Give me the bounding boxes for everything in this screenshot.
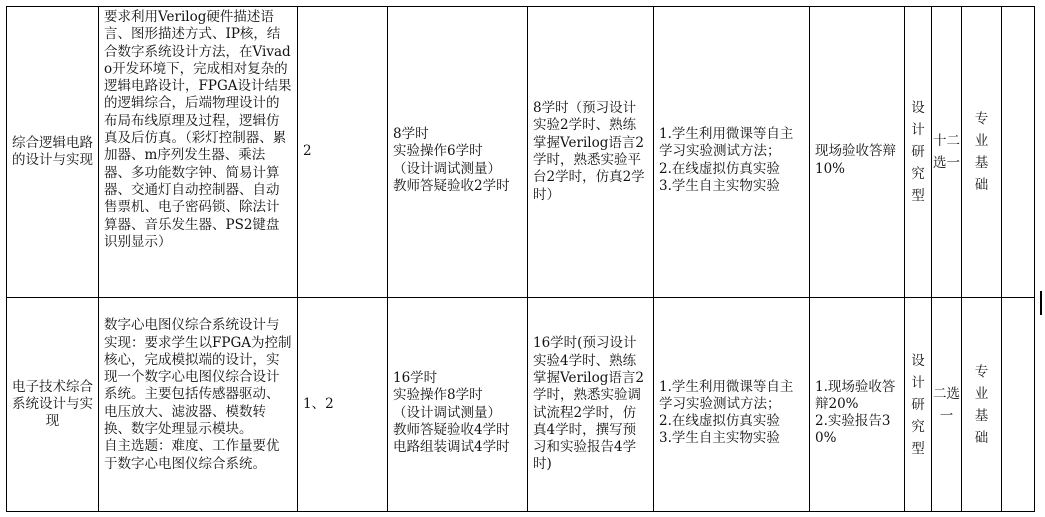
objective-cell xyxy=(298,298,388,512)
experiment-content: 要求利用Verilog硬件描述语言、图形描述方式、IP核，结合数字系统设计方法，在Vivado开发环境下，完成相对复杂的逻辑电路设计，FPGA设计结果的逻辑综合，后端物理设计的布局布线原理及过程，逻辑仿真及后仿真。（彩灯控制器、累加器、m序列发生器、乘法器、多功能数字钟、简易计算器、交通灯自动控制器、自动售票机、电子密码锁、除法计算器、音乐发生器、PS2键盘识别显示） xyxy=(104,9,292,250)
course-experiment-table xyxy=(6,6,1035,512)
empty-cell xyxy=(1002,7,1035,298)
edge-marker xyxy=(1040,291,1042,315)
experiment-name-cell xyxy=(7,298,99,512)
experiment-name: 综合逻辑电路的设计与实现 xyxy=(12,134,93,168)
experiment-content: 数字心电图仪综合系统设计与实现：要求学生以FPGA为控制核心，完成模拟端的设计，实现一个数字心电图仪综合设计系统。主要包括传感器驱动、电压放大、滤波器、模数转换、数字处理显示模块。 自主选题：难度、工作量要优于数字心电图仪综合系统。 xyxy=(104,317,292,472)
class-hours: 8学时 实验操作6学时 （设计调试测量） 教师答疑验收2学时 xyxy=(393,126,510,194)
objective: 1、2 xyxy=(303,395,334,412)
assessment-cell xyxy=(810,298,905,512)
teaching-method-cell xyxy=(654,7,810,298)
experiment-type: 设计研究型 xyxy=(911,100,925,204)
experiment-name: 电子技术综合系统设计与实现 xyxy=(12,378,93,430)
class-hours-cell xyxy=(388,7,528,298)
experiment-type: 设计研究型 xyxy=(911,352,925,457)
self-study-hours-cell xyxy=(528,298,654,512)
self-study-hours: 16学时(预习设计实验4学时、熟练掌握Verilog语言2学时，熟悉实验调试流程2学时，仿真4学时，撰写预习和实验报告4学时) xyxy=(533,335,644,473)
requirement-cell xyxy=(932,298,962,512)
requirement-cell xyxy=(932,7,962,298)
experiment-type-cell xyxy=(905,7,932,298)
category: 专业基础 xyxy=(974,111,989,193)
requirement: 二选一 xyxy=(933,385,960,424)
self-study-hours-cell xyxy=(528,7,654,298)
empty-cell xyxy=(1002,298,1035,512)
table-row xyxy=(7,7,1035,298)
experiment-name-cell xyxy=(7,7,99,298)
table-row xyxy=(7,298,1035,512)
teaching-method: 1.学生利用微课等自主学习实验测试方法； 2.在线虚拟仿真实验 3.学生自主实物实验 xyxy=(659,126,794,194)
class-hours-cell xyxy=(388,298,528,512)
experiment-type-cell xyxy=(905,298,932,512)
teaching-method: 1.学生利用微课等自主学习实验测试方法； 2.在线虚拟仿真实验 3.学生自主实物实验 xyxy=(659,378,794,447)
teaching-method-cell xyxy=(654,298,810,512)
category: 专业基础 xyxy=(974,363,989,446)
class-hours: 16学时 实验操作8学时 （设计调试测量） 教师答疑验收4学时 电路组装调试4学时 xyxy=(393,369,510,456)
objective-cell xyxy=(298,7,388,298)
experiment-content-cell xyxy=(99,7,298,298)
self-study-hours: 8学时（预习设计实验2学时、熟练掌握Verilog语言2学时，熟悉实验平台2学时，仿真2学时） xyxy=(533,100,645,203)
assessment-cell xyxy=(810,7,905,298)
category-cell xyxy=(962,298,1002,512)
assessment: 1.现场验收答辩20% 2.实验报告30% xyxy=(815,378,896,447)
category-cell xyxy=(962,7,1002,298)
objective: 2 xyxy=(303,143,312,160)
requirement: 十二选一 xyxy=(933,133,960,171)
assessment: 现场验收答辩10% xyxy=(815,143,896,177)
experiment-content-cell xyxy=(99,298,298,512)
